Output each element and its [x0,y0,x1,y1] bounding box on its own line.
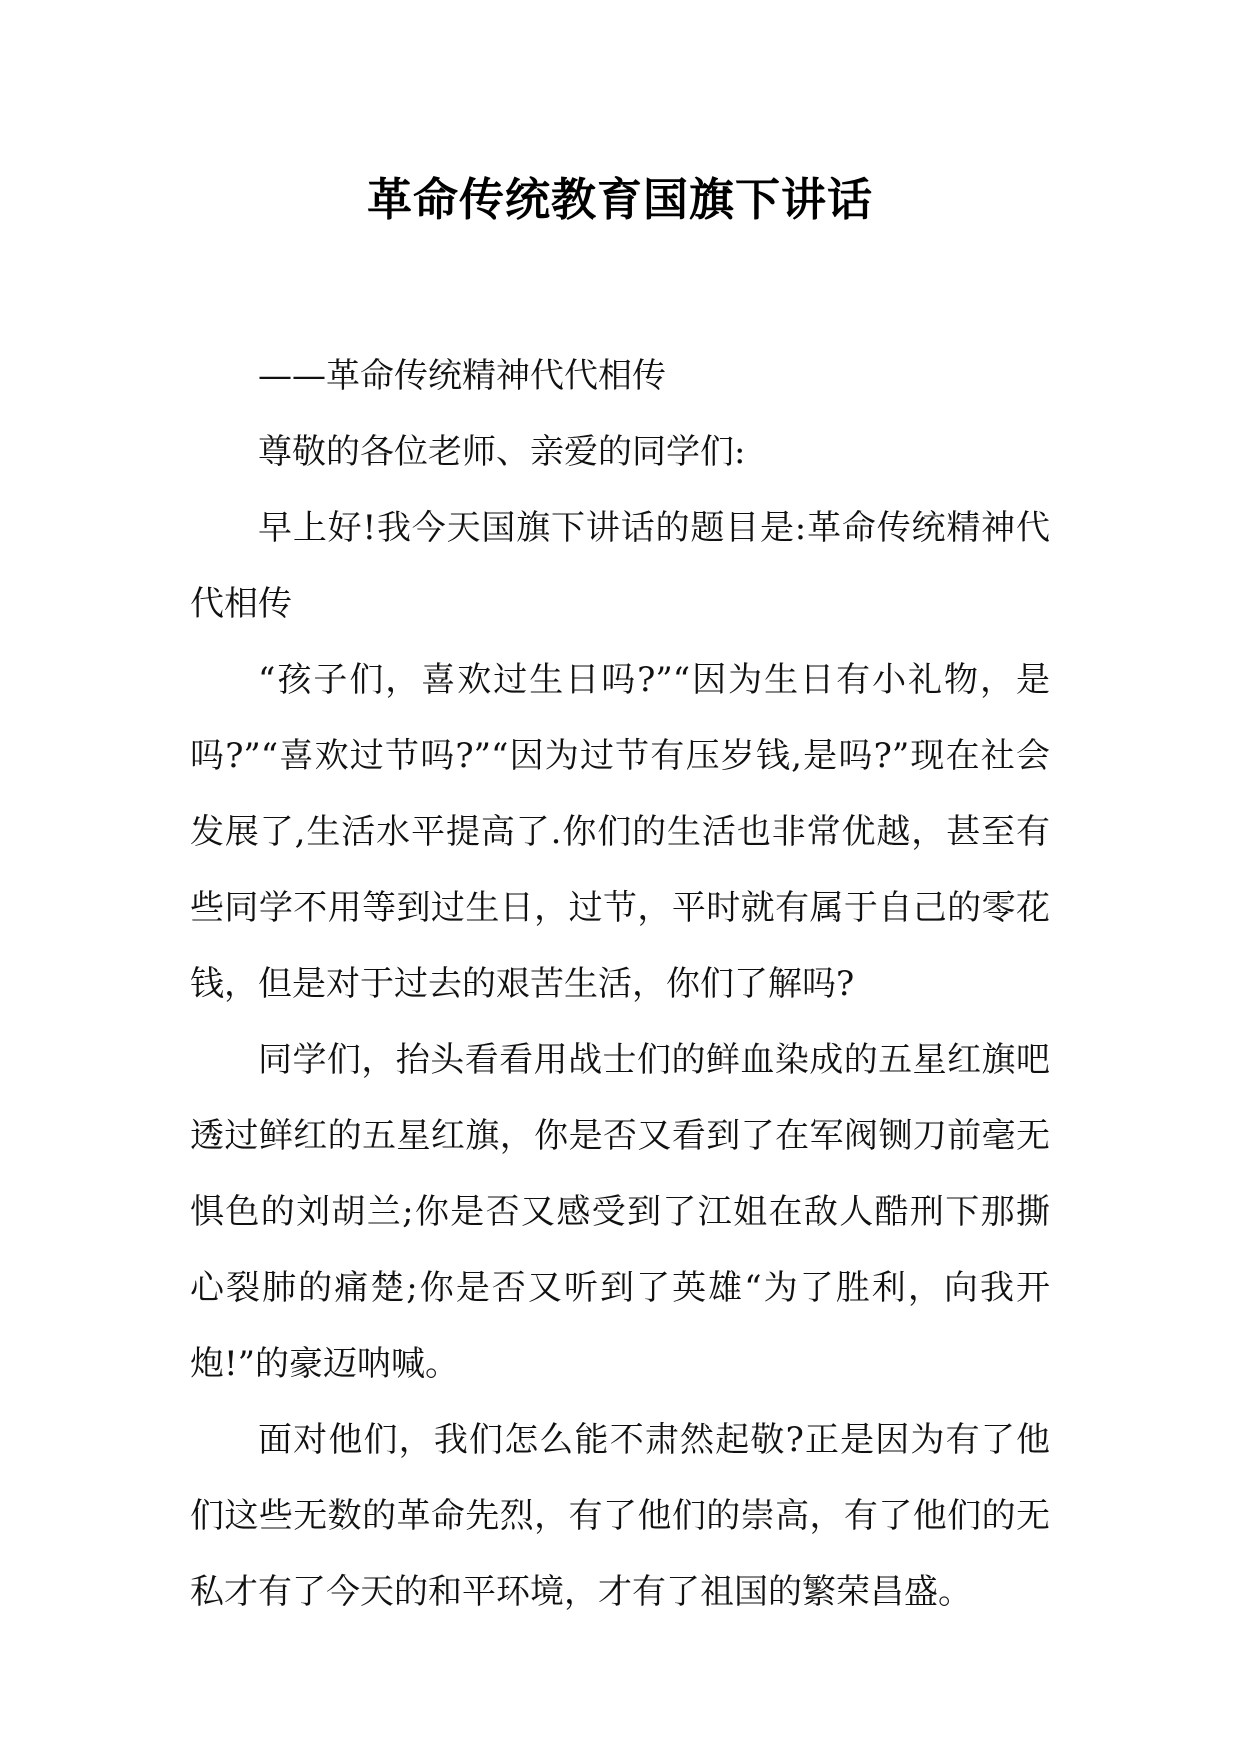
subtitle-paragraph: ——革命传统精神代代相传 [258,356,666,396]
document-title: 革命传统教育国旗下讲话 [366,173,873,226]
document-body [190,338,1050,1630]
body-paragraph: “孩子们，喜欢过生日吗?”“因为生日有小礼物，是吗?”“喜欢过节吗?”“因为过节有压岁钱,是吗?”现在社会发展了,生活水平提高了.你们的生活也非常优越，甚至有些同学不用等到过生日，过节，平时就有属于自己的零花钱，但是对于过去的艰苦生活，你们了解吗? [190,660,1050,1004]
salutation-paragraph: 尊敬的各位老师、亲爱的同学们: [258,432,746,472]
greeting-paragraph: 早上好!我今天国旗下讲话的题目是:革命传统精神代代相传 [190,508,1050,624]
body-paragraph: 面对他们，我们怎么能不肃然起敬?正是因为有了他们这些无数的革命先烈，有了他们的崇高，有了他们的无私才有了今天的和平环境，才有了祖国的繁荣昌盛。 [190,1420,1050,1612]
body-paragraph: 同学们，抬头看看用战士们的鲜血染成的五星红旗吧透过鲜红的五星红旗，你是否又看到了在军阀铡刀前毫无惧色的刘胡兰;你是否又感受到了江姐在敌人酷刑下那撕心裂肺的痛楚;你是否又听到了英雄“为了胜利，向我开炮!”的豪迈呐喊。 [190,1040,1050,1384]
